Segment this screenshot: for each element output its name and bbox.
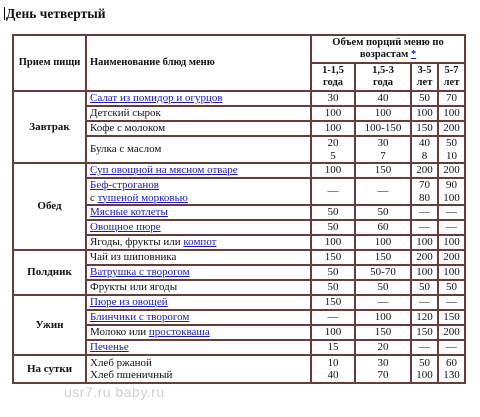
header-age: 5-7 лет <box>438 63 465 91</box>
portion-value: 50 <box>438 280 465 295</box>
dish-cell <box>86 340 311 355</box>
header-age: 1,5-3 года <box>355 63 411 91</box>
dish-cell <box>86 106 311 121</box>
portion-value: — <box>311 178 355 205</box>
dish-cell <box>86 91 311 106</box>
dish-link[interactable]: Суп овощной на мясном отваре <box>90 164 238 177</box>
portion-value: 100 <box>438 265 465 280</box>
portion-value: 200 <box>438 163 465 178</box>
portion-value: 20 <box>355 340 411 355</box>
portion-value: 50 <box>355 205 411 220</box>
dish-text: Хлеб пшеничный <box>90 369 173 381</box>
portion-value: 200 <box>411 250 438 265</box>
portion-value: 150 <box>355 325 411 340</box>
portion-value: 40 <box>355 91 411 106</box>
dish-cell <box>86 205 311 220</box>
portion-value: 50 <box>311 205 355 220</box>
header-volume: Объем порций меню по возрастам * <box>311 35 465 63</box>
portion-value: 100 <box>438 106 465 121</box>
dish-link[interactable]: Блинчики с творогом <box>90 311 190 324</box>
dish-link[interactable]: Овощное пюре <box>90 221 161 234</box>
table-row <box>13 250 465 265</box>
dish-cell <box>86 136 311 163</box>
dish-text: с <box>90 191 98 204</box>
dish-link[interactable]: компот <box>183 236 217 249</box>
dish-cell <box>86 121 311 136</box>
portion-value: 30 <box>311 91 355 106</box>
portion-value: 100 <box>311 325 355 340</box>
portion-value: 60 <box>355 220 411 235</box>
menu-table <box>12 34 466 384</box>
text-cursor <box>4 7 5 20</box>
dish-cell <box>86 355 311 383</box>
portion-value: 200 <box>438 121 465 136</box>
portion-value: 100 <box>411 235 438 250</box>
portion-value: 100 <box>411 265 438 280</box>
dish-link[interactable]: Беф-строганов <box>90 179 159 191</box>
dish-text: Ягоды, фрукты или <box>90 236 184 249</box>
dish-cell <box>86 325 311 340</box>
portion-value: — <box>355 178 411 205</box>
portion-value: 200 <box>411 163 438 178</box>
footnote-link[interactable]: * <box>410 49 417 60</box>
portion-value: 40 8 <box>411 136 438 163</box>
portion-value: 50 10 <box>438 136 465 163</box>
dish-cell <box>86 265 311 280</box>
portion-value: 15 <box>311 340 355 355</box>
portion-value: — <box>438 205 465 220</box>
portion-value: 100 <box>311 163 355 178</box>
portion-value: 200 <box>438 250 465 265</box>
portion-value: — <box>438 340 465 355</box>
portion-value: — <box>411 220 438 235</box>
watermark: usr7.ru baby.ru <box>64 384 165 400</box>
portion-value: 50 <box>411 91 438 106</box>
portion-value: 50 <box>311 280 355 295</box>
portion-value: 150 <box>311 295 355 310</box>
dish-cell <box>86 280 311 295</box>
dish-link[interactable]: Мясные котлеты <box>90 206 168 219</box>
dish-link[interactable]: Пюре из овощей <box>90 296 168 309</box>
portion-value: 50 <box>311 265 355 280</box>
portion-value: 150 <box>311 250 355 265</box>
portion-value: 150 <box>355 163 411 178</box>
dish-link[interactable]: простокваша <box>148 326 210 339</box>
portion-value: 50 <box>411 280 438 295</box>
portion-value: 150 <box>438 310 465 325</box>
dish-text: Детский сырок <box>90 107 161 120</box>
portion-value: 90 100 <box>438 178 465 205</box>
dish-cell <box>86 220 311 235</box>
portion-value: 120 <box>411 310 438 325</box>
portion-value: 100 <box>355 106 411 121</box>
dish-link[interactable]: Ватрушка с творогом <box>90 266 190 279</box>
dish-text: Чай из шиповника <box>90 251 177 264</box>
header-age: 3-5 лет <box>411 63 438 91</box>
portion-value: 20 5 <box>311 136 355 163</box>
portion-value: — <box>411 340 438 355</box>
portion-value: 50 <box>311 220 355 235</box>
portion-value: 150 <box>355 250 411 265</box>
table-row <box>13 355 465 383</box>
portion-value: 60 130 <box>438 355 465 383</box>
dish-cell <box>86 163 311 178</box>
portion-value: 50 <box>355 280 411 295</box>
meal-cell: Полдник <box>13 250 86 295</box>
meal-cell: Завтрак <box>13 91 86 163</box>
portion-value: — <box>438 295 465 310</box>
portion-value: — <box>355 295 411 310</box>
dish-text: Фрукты или ягоды <box>90 281 178 294</box>
header-meal: Прием пищи <box>13 35 86 91</box>
portion-value: 150 <box>411 121 438 136</box>
meal-cell: На сутки <box>13 355 86 383</box>
meal-cell: Обед <box>13 163 86 250</box>
portion-value: 200 <box>438 325 465 340</box>
portion-value: 100 <box>311 235 355 250</box>
dish-cell <box>86 295 311 310</box>
portion-value: 30 70 <box>355 355 411 383</box>
table-row <box>13 163 465 178</box>
portion-value: 100 <box>438 235 465 250</box>
table-row <box>13 91 465 106</box>
dish-text: Кофе с молоком <box>90 122 166 135</box>
portion-value: 100 <box>311 106 355 121</box>
dish-text: Молоко или <box>90 326 149 339</box>
header-age: 1-1,5 года <box>311 63 355 91</box>
dish-cell <box>86 310 311 325</box>
portion-value: — <box>311 310 355 325</box>
table-row <box>13 295 465 310</box>
dish-link[interactable]: тушеной морковью <box>97 191 188 204</box>
portion-value: 100-150 <box>355 121 411 136</box>
dish-link[interactable]: Печенье <box>90 341 129 354</box>
portion-value: 50 100 <box>411 355 438 383</box>
portion-value: 100 <box>411 106 438 121</box>
dish-text: Булка с маслом <box>90 143 162 156</box>
portion-value: 150 <box>411 325 438 340</box>
dish-cell <box>86 250 311 265</box>
portion-value: 100 <box>311 121 355 136</box>
dish-cell <box>86 178 311 205</box>
page-title: День четвертый <box>6 6 106 21</box>
dish-link[interactable]: Салат из помидор и огурцов <box>90 92 223 105</box>
portion-value: 50-70 <box>355 265 411 280</box>
dish-cell <box>86 235 311 250</box>
dish-text: Хлеб ржаной <box>90 356 152 369</box>
portion-value: 30 7 <box>355 136 411 163</box>
portion-value: 10 40 <box>311 355 355 383</box>
portion-value: 100 <box>355 235 411 250</box>
portion-value: 70 <box>438 91 465 106</box>
portion-value: 70 80 <box>411 178 438 205</box>
portion-value: — <box>411 205 438 220</box>
header-dish: Наименование блюд меню <box>86 35 311 91</box>
meal-cell: Ужин <box>13 295 86 355</box>
portion-value: — <box>411 295 438 310</box>
portion-value: 100 <box>355 310 411 325</box>
portion-value: — <box>438 220 465 235</box>
